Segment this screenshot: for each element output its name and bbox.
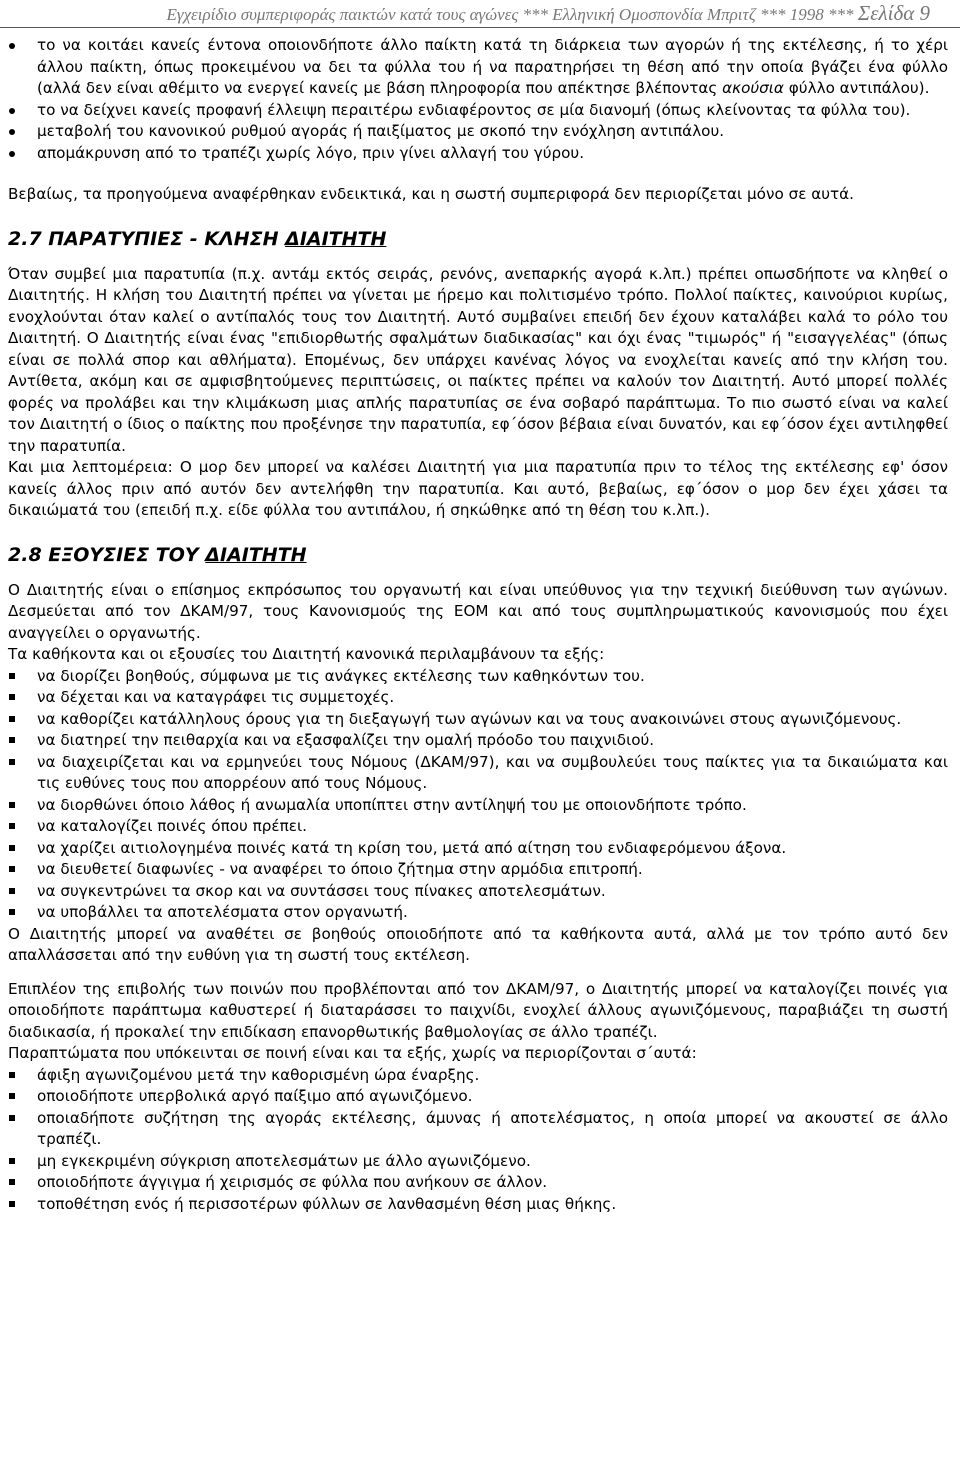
list-item: οποιαδήποτε συζήτηση της αγοράς εκτέλεσης, άμυνας ή αποτελέσματος, η οποία μπορεί να ακουστεί σε άλλο τραπέζι. [8,1108,948,1151]
list-item: να διατηρεί την πειθαρχία και να εξασφαλίζει την ομαλή πρόοδο του παιχνιδιού. [8,730,948,752]
paragraph: Παραπτώματα που υπόκεινται σε ποινή είναι και τα εξής, χωρίς να περιορίζονται σ΄αυτά: [8,1044,697,1062]
list-item: να συγκεντρώνει τα σκορ και να συντάσσει τους πίνακες αποτελεσμάτων. [8,881,948,903]
list-item: να δέχεται και να καταγράφει τις συμμετοχές. [8,687,948,709]
list-item: να διαχειρίζεται και να ερμηνεύει τους Νόμους (ΔΚΑΜ/97), και να συμβουλεύει τους παίκτες για τα δικαιώματα και τις ευθύνες τους που απορρέουν από τους Νόμους. [8,752,948,795]
bullet-list-top [8,35,948,164]
header-title: Εγχειρίδιο συμπεριφοράς παικτών κατά τους αγώνες *** Ελληνική Ομοσπονδία Μπριτζ *** 1998 *** [166,5,854,24]
list-item: οποιοδήποτε υπερβολικά αργό παίξιμο από αγωνιζόμενο. [8,1086,948,1108]
list-item: μη εγκεκριμένη σύγκριση αποτελεσμάτων με άλλο αγωνιζόμενο. [8,1151,948,1173]
paragraph: Όταν συμβεί μια παρατυπία (π.χ. αντάμ εκτός σειράς, ρενόνς, ανεπαρκής αγορά κ.λπ.) πρέπει οπωσδήποτε να κληθεί ο Διαιτητής. Η κλήση του Διαιτητή πρέπει να γίνεται με ήρεμο και πολιτισμένο τρόπο. Πολλοί παίκτες, καινούριοι κυρίως, ενοχλούνται όταν καλεί ο αντίπαλός τους τον Διαιτητή. Αυτό συμβαίνει επειδή δεν έχουν καταλάβει καλά το ρόλο του Διαιτητή. Ο Διαιτητής είναι ένας "επιδιορθωτής σφαλμάτων διαδικασίας" και όχι ένας "τιμωρός" ή "εισαγγελέας" (όπως είναι σε πολλά σπορ και αθλήματα). Επομένως, δεν υπάρχει κανένας λόγος να ενοχλείται κανείς από την κλήση του. Αντίθετα, ακόμη και σε αμφισβητούμενες περιπτώσεις, οι παίκτες πρέπει να καλούν τον Διαιτητή. Αυτό μπορεί πολλές φορές να προλάβει και την κλιμάκωση μιας απλής παρατυπίας σε ένα σοβαρό παράπτωμα. Το πιο σωστό είναι να καλεί τον Διαιτητή ο ίδιος ο παίκτης που προξένησε την παρατυπία, εφ΄όσον βέβαια είναι δυνατόν, και εφ΄όσον έχει αντιληφθεί την παρατυπία. [8,264,948,455]
section-heading-2-8: 2.8 ΕΞΟΥΣΙΕΣ ΤΟΥ ΔΙΑΙΤΗΤΗ [8,543,307,566]
violations-list [8,1065,948,1216]
paragraph: Ο Διαιτητής μπορεί να αναθέτει σε βοηθούς οποιοδήποτε από τα καθήκοντα αυτά, αλλά με τον τρόπο αυτό δεν απαλλάσσεται από την ευθύνη για τη σωστή τους εκτέλεση. [8,924,948,964]
page-header [0,0,960,28]
list-item: απομάκρυνση από το τραπέζι χωρίς λόγο, πριν γίνει αλλαγή του γύρου. [8,143,948,165]
list-item: τοποθέτηση ενός ή περισσοτέρων φύλλων σε λανθασμένη θέση μιας θήκης. [8,1194,948,1216]
list-item: οποιοδήποτε άγγιγμα ή χειρισμός σε φύλλα που ανήκουν σε άλλον. [8,1172,948,1194]
list-item: να υποβάλλει τα αποτελέσματα στον οργανωτή. [8,902,948,924]
list-item: να διευθετεί διαφωνίες - να αναφέρει το όποιο ζήτημα στην αρμόδια επιτροπή. [8,859,948,881]
page-number: Σελίδα 9 [857,1,930,25]
paragraph: Βεβαίως, τα προηγούμενα αναφέρθηκαν ενδεικτικά, και η σωστή συμπεριφορά δεν περιορίζεται μόνο σε αυτά. [8,185,855,203]
list-item: να καθορίζει κατάλληλους όρους για τη διεξαγωγή των αγώνων και να τους ανακοινώνει στους αγωνιζόμενους. [8,709,948,731]
duties-list [8,666,948,924]
paragraph: Και μια λεπτομέρεια: Ο μορ δεν μπορεί να καλέσει Διαιτητή για μια παρατυπία πριν το τέλος της εκτέλεσης εφ' όσον κανείς άλλος πριν από αυτόν δεν αντελήφθη την παρατυπία. Και αυτό, βεβαίως, εφ΄όσον ο μορ δεν έχει χάσει τα δικαιώματά του (επειδή π.χ. είδε φύλλα του αντιπάλου, ή σηκώθηκε από τη θέση του κ.λπ.). [8,458,948,519]
section-heading-2-7: 2.7 ΠΑΡΑΤΥΠΙΕΣ - ΚΛΗΣΗ ΔΙΑΙΤΗΤΗ [8,227,387,250]
paragraph: Επιπλέον της επιβολής των ποινών που προβλέπονται από τον ΔΚΑΜ/97, ο Διαιτητής μπορεί να καταλογίζει ποινές για οποιοδήποτε παράπτωμα καθυστερεί ή διαταράσσει το παιχνίδι, ενοχλεί άλλους αγωνιζόμενους, παραβιάζει τη σωστή διαδικασία, ή προκαλεί την επιδίκαση επανορθωτικής βαθμολογίας σε άλλο τραπέζι. [8,979,948,1041]
paragraph: Τα καθήκοντα και οι εξουσίες του Διαιτητή κανονικά περιλαμβάνουν τα εξής: [8,645,605,663]
list-item: το να κοιτάει κανείς έντονα οποιονδήποτε άλλο παίκτη κατά τη διάρκεια των αγορών ή της εκτέλεσης, ή το χέρι άλλου παίκτη, όπως προκειμένου να δει τα φύλλα του ή να παρατηρήσει τη θέση από την οποία βγάζει ένα φύλλο (αλλά δεν είναι αθέμιτο να ενεργεί κανείς με βάση πληροφορία που απέκτησε βλέποντας ακούσια φύλλο αντιπάλου). [8,35,948,100]
list-item: το να δείχνει κανείς προφανή έλλειψη περαιτέρω ενδιαφέροντος σε μία διανομή (όπως κλείνοντας τα φύλλα του). [8,100,948,122]
paragraph: Ο Διαιτητής είναι ο επίσημος εκπρόσωπος του οργανωτή και είναι υπεύθυνος για την τεχνική διεύθυνση των αγώνων. Δεσμεύεται από τον ΔΚΑΜ/97, τους Κανονισμούς της ΕΟΜ και από τους συμπληρωματικούς κανονισμούς που έχει αναγγείλει ο οργανωτής. [8,580,948,642]
list-item: άφιξη αγωνιζομένου μετά την καθορισμένη ώρα έναρξης. [8,1065,948,1087]
document-body [8,35,948,1215]
list-item: να καταλογίζει ποινές όπου πρέπει. [8,816,948,838]
list-item: μεταβολή του κανονικού ρυθμού αγοράς ή παιξίματος με σκοπό την ενόχληση αντιπάλου. [8,121,948,143]
list-item: να διορίζει βοηθούς, σύμφωνα με τις ανάγκες εκτέλεσης των καθηκόντων του. [8,666,948,688]
list-item: να διορθώνει όποιο λάθος ή ανωμαλία υποπίπτει στην αντίληψή του με οποιονδήποτε τρόπο. [8,795,948,817]
list-item: να χαρίζει αιτιολογημένα ποινές κατά τη κρίση του, μετά από αίτηση του ενδιαφερόμενου άξονα. [8,838,948,860]
